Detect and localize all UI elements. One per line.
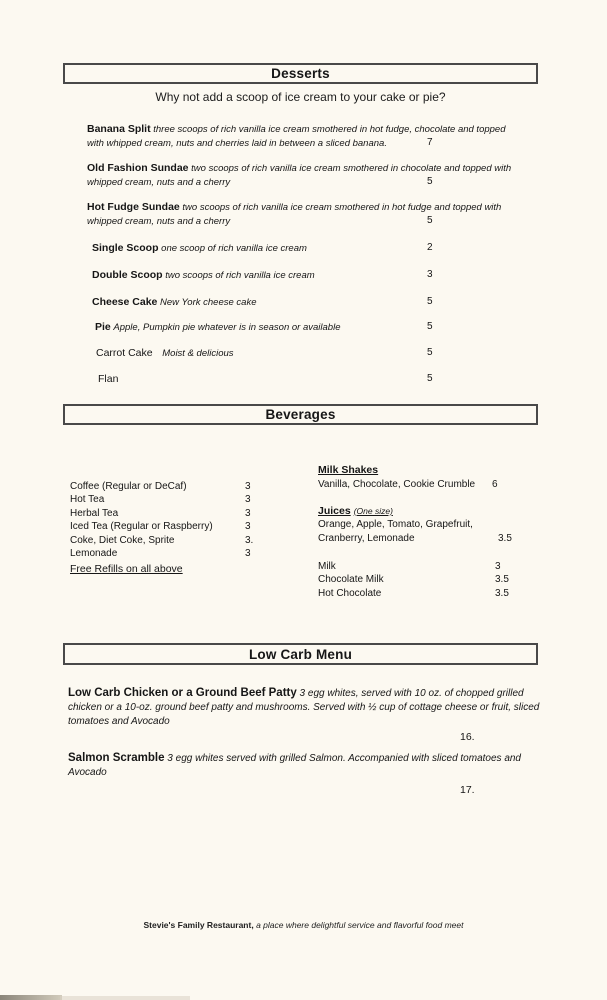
milkshakes-flavors: Vanilla, Chocolate, Cookie Crumble 6 bbox=[318, 479, 498, 490]
item-price: 7 bbox=[427, 136, 433, 148]
juices-flavors-line2: Cranberry, Lemonade 3.5 bbox=[318, 533, 512, 544]
section-header-desserts bbox=[63, 63, 538, 84]
item-name: Low Carb Chicken or a Ground Beef Patty bbox=[68, 687, 297, 699]
juices-header: Juices (One size) bbox=[318, 505, 393, 517]
section-header-beverages bbox=[63, 404, 538, 425]
beverage-name: Iced Tea (Regular or Raspberry) bbox=[70, 521, 213, 532]
desserts-subtitle: Why not add a scoop of ice cream to your cake or pie? bbox=[155, 90, 446, 104]
beverage-price: 3 bbox=[245, 508, 251, 519]
juices-size-note: (One size) bbox=[353, 506, 393, 516]
item-price: 17. bbox=[460, 784, 475, 796]
item-description: Apple, Pumpkin pie whatever is in season or available bbox=[113, 322, 341, 333]
item-price: 16. bbox=[460, 731, 475, 743]
item-name: Double Scoop bbox=[92, 269, 163, 281]
restaurant-name: Stevie's Family Restaurant, bbox=[143, 920, 254, 930]
beverage-price: 3.5 bbox=[495, 588, 509, 599]
item-price: 5 bbox=[427, 214, 433, 226]
beverage-row-hot-chocolate: Hot Chocolate 3.5 bbox=[318, 588, 509, 599]
free-refills-note: Free Refills on all above bbox=[70, 563, 183, 575]
beverage-name: Coffee (Regular or DeCaf) bbox=[70, 481, 187, 492]
item-description: 3 egg whites, served with 10 oz. of chopped grilled chicken or a 10-oz. ground beef patty and mushrooms. Served with ½ cup of cottage cheese or fruit, sliced tomatoes and Avocado bbox=[68, 688, 540, 727]
beverage-row-chocolate-milk: Chocolate Milk 3.5 bbox=[318, 574, 509, 585]
item-name: Old Fashion Sundae bbox=[87, 162, 189, 174]
section-header-low-carb bbox=[63, 643, 538, 665]
item-name: Carrot Cake bbox=[96, 347, 153, 359]
scan-artifact bbox=[0, 995, 62, 1000]
section-title-beverages: Beverages bbox=[265, 407, 336, 422]
beverage-row-coffee bbox=[70, 480, 310, 493]
item-name: Banana Split bbox=[87, 123, 151, 135]
beverage-price: 3 bbox=[245, 481, 251, 492]
beverage-row-soda bbox=[70, 534, 310, 547]
section-title-desserts: Desserts bbox=[271, 66, 330, 81]
menu-item-carrot-cake bbox=[87, 347, 539, 361]
menu-item-cheese-cake bbox=[87, 296, 539, 310]
scan-artifact bbox=[60, 996, 190, 1000]
menu-item-single-scoop bbox=[87, 242, 539, 256]
item-description: three scoops of rich vanilla ice cream smothered in hot fudge, chocolate and topped with whipped cream, nuts and cherries laid in between a sliced banana. bbox=[87, 124, 506, 149]
beverage-name: Lemonade bbox=[70, 548, 118, 559]
item-description: 3 egg whites served with grilled Salmon. Accompanied with sliced tomatoes and Avocado bbox=[68, 753, 521, 778]
beverage-row-herbal-tea bbox=[70, 507, 310, 520]
item-name: Pie bbox=[95, 321, 111, 333]
item-name: Flan bbox=[98, 373, 119, 385]
item-description: two scoops of rich vanilla ice cream bbox=[165, 270, 315, 281]
beverage-price: 3 bbox=[245, 548, 251, 559]
beverage-price: 3.5 bbox=[495, 574, 509, 585]
juices-price: 3.5 bbox=[498, 533, 512, 544]
beverage-row-iced-tea bbox=[70, 520, 310, 533]
milkshakes-price: 6 bbox=[492, 479, 498, 490]
item-price: 5 bbox=[427, 321, 433, 332]
menu-item-double-scoop bbox=[87, 269, 539, 283]
beverage-name: Herbal Tea bbox=[70, 508, 119, 519]
milkshakes-header: Milk Shakes bbox=[318, 464, 379, 476]
menu-item-salmon-scramble bbox=[68, 751, 548, 796]
beverage-row-hot-tea bbox=[70, 493, 310, 506]
item-name: Single Scoop bbox=[92, 242, 159, 254]
item-price: 5 bbox=[427, 347, 433, 358]
item-price: 5 bbox=[427, 373, 433, 384]
item-price: 2 bbox=[427, 242, 433, 253]
menu-item-pie bbox=[87, 321, 539, 335]
beverage-row-milk: Milk 3 bbox=[318, 561, 501, 572]
beverage-price: 3 bbox=[245, 494, 251, 505]
beverage-price: 3 bbox=[495, 561, 501, 572]
menu-item-hot-fudge-sundae bbox=[87, 201, 539, 228]
beverage-price: 3. bbox=[245, 535, 254, 546]
menu-item-banana-split bbox=[87, 123, 539, 150]
footer-tagline bbox=[0, 920, 607, 930]
beverage-name: Coke, Diet Coke, Sprite bbox=[70, 535, 175, 546]
item-name: Cheese Cake bbox=[92, 296, 158, 308]
item-price: 5 bbox=[427, 175, 433, 187]
item-description: two scoops of rich vanilla ice cream smothered in chocolate and topped with whipped cream, nuts and a cherry bbox=[87, 163, 512, 188]
juices-flavors-line1: Orange, Apple, Tomato, Grapefruit, bbox=[318, 519, 473, 530]
item-description: two scoops of rich vanilla ice cream smothered in hot fudge and topped with whipped cream, nuts and a cherry bbox=[87, 202, 502, 227]
item-name: Hot Fudge Sundae bbox=[87, 201, 180, 213]
section-title-low-carb: Low Carb Menu bbox=[248, 646, 353, 662]
item-description: one scoop of rich vanilla ice cream bbox=[161, 243, 307, 254]
item-price: 5 bbox=[427, 296, 433, 307]
item-price: 3 bbox=[427, 269, 433, 280]
restaurant-tagline: a place where delightful service and flavorful food meet bbox=[253, 920, 464, 930]
item-name: Salmon Scramble bbox=[68, 752, 165, 764]
beverage-name: Hot Tea bbox=[70, 494, 105, 505]
menu-item-flan bbox=[87, 373, 539, 387]
item-description: Moist & delicious bbox=[162, 348, 234, 359]
beverage-price: 3 bbox=[245, 521, 251, 532]
menu-item-old-fashion-sundae bbox=[87, 162, 539, 189]
item-description: New York cheese cake bbox=[160, 297, 257, 308]
beverage-row-lemonade bbox=[70, 547, 310, 560]
menu-item-low-carb-chicken bbox=[68, 686, 548, 743]
